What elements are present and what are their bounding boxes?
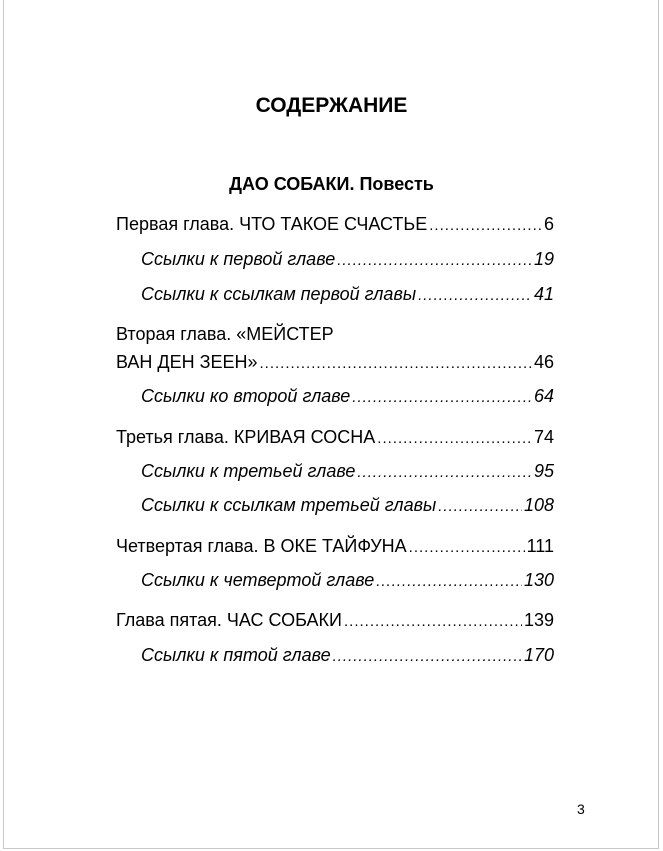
dot-leader bbox=[429, 217, 542, 234]
toc-entry-page: 74 bbox=[533, 427, 554, 447]
toc-entry-notes-notes-1[interactable] bbox=[141, 284, 554, 305]
dot-leader bbox=[337, 252, 532, 269]
toc-entry-label: Ссылки ко второй главе bbox=[141, 386, 351, 406]
dot-leader bbox=[333, 648, 522, 665]
page-title: СОДЕРЖАНИЕ bbox=[255, 94, 408, 117]
toc-entry-page: 139 bbox=[523, 610, 554, 630]
dot-leader bbox=[409, 539, 525, 556]
toc-entry-chapter-5[interactable] bbox=[116, 610, 554, 631]
toc-entry-notes-5[interactable] bbox=[141, 645, 554, 666]
dot-leader bbox=[377, 430, 532, 447]
dot-leader bbox=[344, 613, 522, 630]
toc-entry-page: 19 bbox=[533, 249, 554, 269]
toc-entry-notes-notes-3[interactable] bbox=[141, 495, 554, 516]
toc-entry-page: 111 bbox=[526, 536, 554, 556]
toc-entry-chapter-3[interactable] bbox=[116, 427, 554, 448]
toc-entry-label: Третья глава. КРИВАЯ СОСНА bbox=[116, 427, 376, 447]
page-number: 3 bbox=[577, 801, 585, 817]
toc-entry-notes-1[interactable] bbox=[141, 249, 554, 270]
toc-entry-label: Глава пятая. ЧАС СОБАКИ bbox=[116, 610, 342, 630]
toc-entry-chapter-4[interactable] bbox=[116, 536, 554, 557]
dot-leader bbox=[438, 498, 522, 515]
toc-entry-label: ВАН ДЕН ЗЕЕН» bbox=[116, 352, 258, 372]
toc-entry-label: Ссылки к третьей главе bbox=[141, 461, 356, 481]
toc-entry-label-line1[interactable]: Вторая глава. «МЕЙСТЕР bbox=[116, 324, 334, 344]
toc-entry-page: 108 bbox=[523, 495, 554, 515]
dot-leader bbox=[260, 355, 532, 372]
toc-entry-label: Первая глава. ЧТО ТАКОЕ СЧАСТЬЕ bbox=[116, 214, 428, 234]
toc-entry-label: Четвертая глава. В ОКЕ ТАЙФУНА bbox=[116, 536, 407, 556]
toc-entry-label: Ссылки к первой главе bbox=[141, 249, 336, 269]
dot-leader bbox=[357, 464, 532, 481]
toc-entry-notes-2[interactable] bbox=[141, 386, 554, 407]
toc-entry-notes-4[interactable] bbox=[141, 570, 554, 591]
dot-leader bbox=[376, 573, 522, 590]
toc-entry-page: 46 bbox=[533, 352, 554, 372]
toc-entry-page: 64 bbox=[533, 386, 554, 406]
toc-entry-page: 41 bbox=[533, 284, 554, 304]
toc-entry-chapter-1[interactable] bbox=[116, 214, 554, 235]
toc-entry-notes-3[interactable] bbox=[141, 461, 554, 482]
section-title: ДАО СОБАКИ. Повесть bbox=[229, 174, 434, 194]
toc-entry-label: Ссылки к четвертой главе bbox=[141, 570, 375, 590]
dot-leader bbox=[352, 389, 532, 406]
toc-entry-page: 6 bbox=[543, 214, 554, 234]
dot-leader bbox=[418, 287, 532, 304]
toc-entry-page: 130 bbox=[523, 570, 554, 590]
toc-entry-label: Ссылки к ссылкам первой главы bbox=[141, 284, 417, 304]
toc-entry-chapter-2[interactable] bbox=[116, 352, 554, 373]
toc-entry-page: 170 bbox=[523, 645, 554, 665]
page-border bbox=[3, 0, 659, 849]
toc-entry-label: Ссылки к пятой главе bbox=[141, 645, 331, 665]
toc-entry-label: Ссылки к ссылкам третьей главы bbox=[141, 495, 437, 515]
toc-entry-page: 95 bbox=[533, 461, 554, 481]
